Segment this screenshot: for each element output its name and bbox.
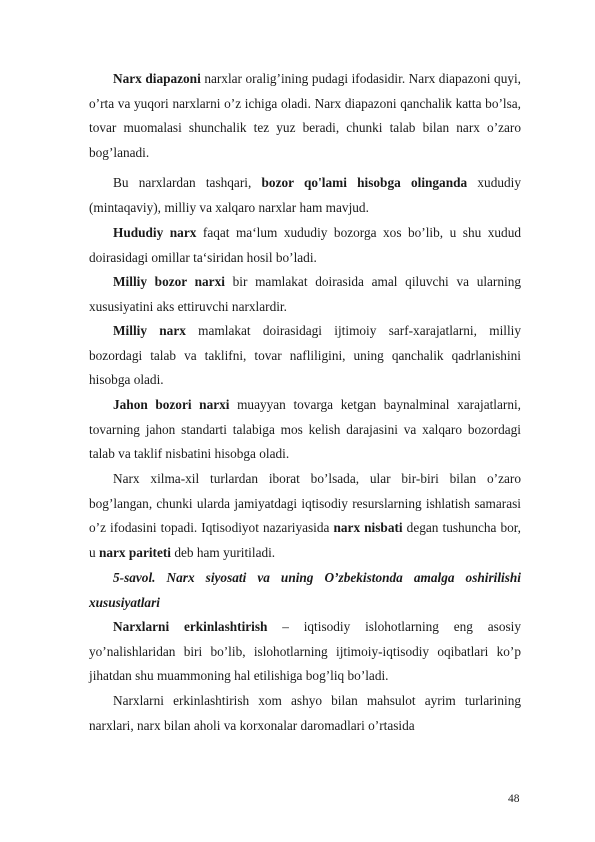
paragraph-jahon-bozori-narxi bbox=[89, 393, 521, 467]
text-run: narxlar oralig’ining pudagi ifodasidir. Narx diapazoni quyi, o’rta va yuqori narxlarni o’z ichiga oladi. Narx diapazoni qanchalik katta bo’lsa, tovar muomalasi shunchalik tez yuz beradi, chunki talab bilan narx o’zaro bog’lanadi. bbox=[89, 71, 522, 160]
bold-term: Jahon bozori narxi bbox=[113, 397, 230, 412]
text-run: muayyan tovarga ketgan baynalminal xarajatlarni, tovarning jahon standarti talabiga mos kelish darajasini va xalqaro bozordagi talab va taklif nisbatini hisobga oladi. bbox=[89, 397, 521, 461]
paragraph-erkinlashtirish-davomi bbox=[89, 689, 521, 738]
text-run: faqat ma‘lum xududiy bozorga xos bo’lib, u shu xudud doirasidagi omillar ta‘siridan hosil bo’ladi. bbox=[89, 225, 521, 265]
bold-term: Milliy narx bbox=[113, 323, 186, 338]
paragraph-narxlarni-erkinlashtirish bbox=[89, 615, 521, 689]
page-number: 48 bbox=[508, 793, 520, 805]
paragraph-narx-diapazoni bbox=[89, 67, 521, 165]
bold-term: Hududiy narx bbox=[113, 225, 197, 240]
bold-term: narx pariteti bbox=[98, 544, 171, 560]
paragraph-milliy-bozor-narxi bbox=[89, 270, 521, 319]
bold-term: narx nisbati bbox=[333, 520, 403, 535]
text-run: Narx xilma-xil turlardan iborat bo’lsada, ular bir-biri bilan o’zaro bog’langan, chunki ularda jamiyatdagi iqtisodiy resurslarning ishlatish samarasi o’z ifodasini topadi. Iqtisodiyot nazariyasida bbox=[89, 471, 521, 535]
text-run: degan tushuncha bor, u bbox=[89, 520, 522, 560]
paragraph-bozor-qolami bbox=[89, 171, 521, 220]
text-run: Narxlarni erkinlashtirish xom ashyo bilan mahsulot ayrim turlarining narxlari, narx bilan aholi va korxonalar daromadlari o’rtasida bbox=[89, 693, 521, 733]
bold-term: Milliy bozor narxi bbox=[113, 274, 225, 289]
paragraph-hududiy-narx bbox=[89, 221, 521, 270]
text-run: Bu narxlardan tashqari, bbox=[113, 175, 262, 190]
section-heading-5-savol bbox=[89, 566, 521, 615]
bold-term: Narxlarni erkinlashtirish bbox=[113, 619, 268, 634]
bold-term: 5-savol. Narx siyosati va uning O’zbekistonda amalga oshirilishi xususiyatlari bbox=[89, 570, 521, 610]
paragraph-milliy-narx bbox=[89, 319, 521, 393]
text-run: – iqtisodiy islohotlarning eng asosiy yo’nalishlaridan biri bo’lib, islohotlarning ijtimoiy-iqtisodiy oqibatlari ko’p jihatdan shu muammoning hal etilishiga bog’liq bo’ladi. bbox=[89, 619, 521, 683]
paragraph-narx-nisbati bbox=[89, 467, 521, 565]
text-run: bir mamlakat doirasida amal qiluvchi va ularning xususiyatini aks ettiruvchi narxlardir. bbox=[89, 274, 522, 314]
text-run: xududiy (mintaqaviy), milliy va xalqaro narxlar ham mavjud. bbox=[89, 175, 521, 215]
bold-term: Narx diapazoni bbox=[113, 71, 201, 86]
bold-term: bozor qo'lami hisobga olinganda bbox=[261, 175, 468, 190]
text-run: deb ham yuritiladi. bbox=[171, 544, 276, 560]
text-run: mamlakat doirasidagi ijtimoiy sarf-xarajatlarni, milliy bozordagi talab va taklifni, tovar nafliligini, uning qanchalik qadrlanishini hisobga oladi. bbox=[89, 323, 521, 387]
